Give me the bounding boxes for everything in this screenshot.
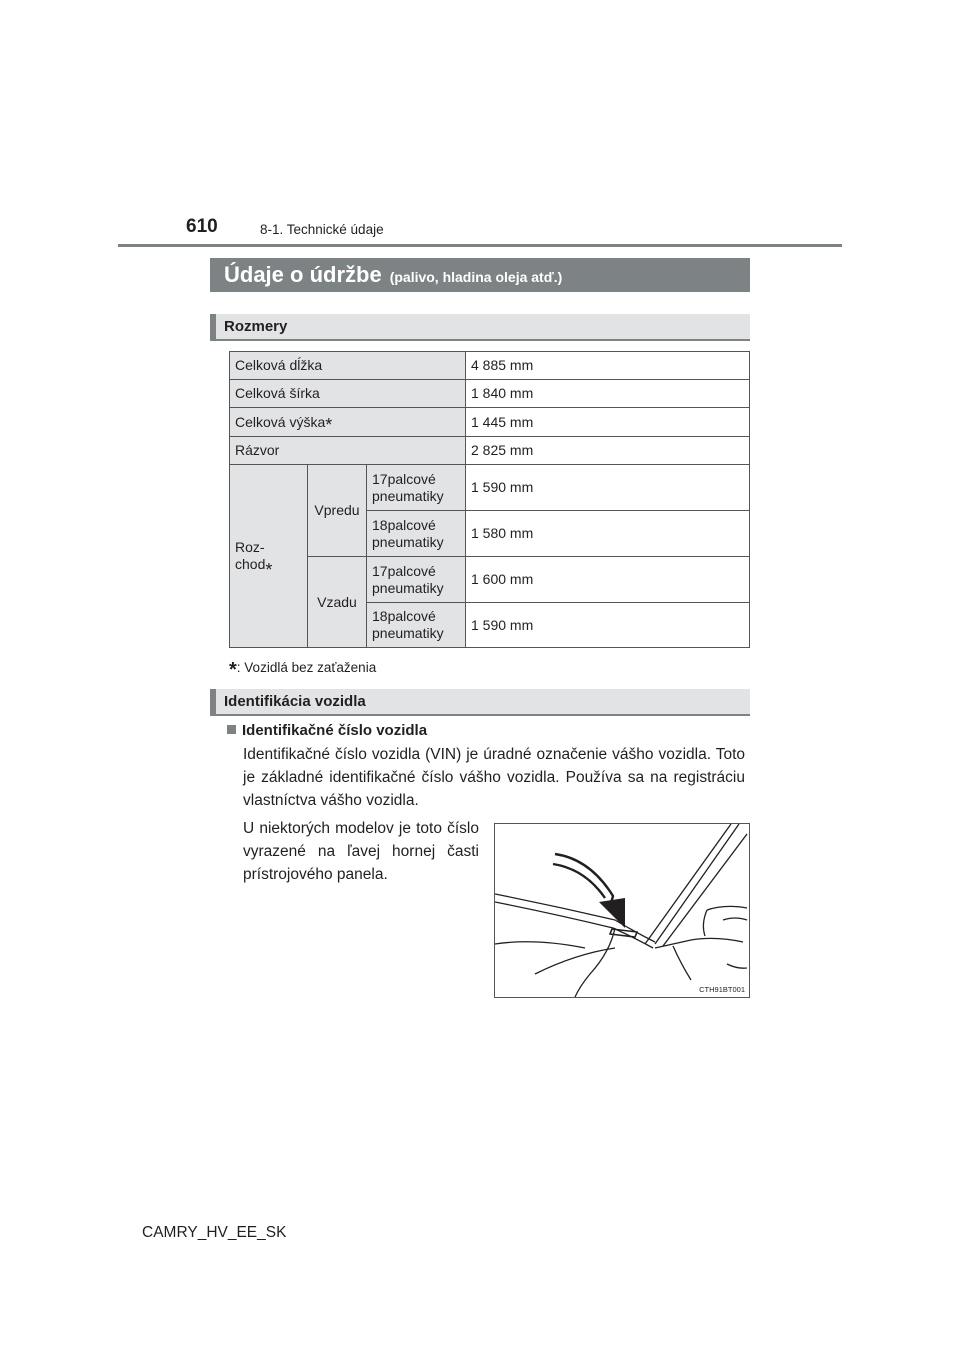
rear-17-value: 1 600 mm [466, 557, 749, 603]
row-length-value: 4 885 mm [466, 352, 749, 380]
title-sub: (palivo, hladina oleja atď.) [389, 269, 563, 285]
track-front-label: Vpredu [308, 465, 367, 557]
footnote [229, 655, 377, 681]
dimensions-table [229, 351, 750, 648]
row-height-label: Celková výška * [230, 408, 466, 437]
track-rear-label: Vzadu [308, 557, 367, 647]
front-18-value: 1 580 mm [466, 511, 749, 557]
section-label: 8-1. Technické údaje [260, 222, 384, 237]
row-wheelbase-label: Rázvor [230, 437, 466, 465]
rear-18-value: 1 590 mm [471, 616, 534, 633]
header-rule [118, 244, 842, 247]
dimensions-heading [210, 314, 750, 341]
rear-17-tire: 17palcové pneumatiky [367, 557, 466, 603]
vin-paragraph: Identifikačné číslo vozidla (VIN) je úradné označenie vášho vozidla. Toto je základné identifikačné číslo vášho vozidla. Používa sa na registráciu vlastníctva vášho vozidla. [243, 746, 745, 809]
page-title [210, 258, 750, 292]
row-wheelbase-value: 2 825 mm [466, 437, 749, 465]
row-width-label: Celková šírka [230, 380, 466, 408]
vin-location-figure [494, 823, 750, 998]
rear-18-tire: 18palcové pneumatiky [367, 603, 466, 647]
bullet-square-icon [227, 725, 236, 734]
row-length-label: Celková dĺžka [230, 352, 466, 380]
dimensions-heading-text: Rozmery [224, 318, 288, 335]
row-width-value: 1 840 mm [466, 380, 749, 408]
identification-heading [210, 689, 750, 716]
vin-location-paragraph: U niektorých modelov je toto číslo vyrazené na ľavej hornej časti prístrojového panela. [243, 820, 479, 883]
front-18-tire: 18palcové pneumatiky [367, 511, 466, 557]
footnote-text: : Vozidlá bez zaťaženia [236, 660, 377, 675]
front-17-tire: 17palcové pneumatiky [367, 465, 466, 511]
row-height-label-text: Celková výška [235, 413, 326, 430]
vin-heading [227, 722, 427, 739]
track-label-text: Roz- chod [235, 539, 266, 572]
row-height-value: 1 445 mm [466, 408, 749, 437]
model-code: CAMRY_HV_EE_SK [142, 1224, 287, 1241]
identification-heading-text: Identifikácia vozidla [224, 693, 366, 710]
front-17-value: 1 590 mm [466, 465, 749, 511]
dashboard-illustration [495, 824, 749, 997]
footnote-star: * [229, 659, 237, 681]
track-label: Roz- chod * [230, 465, 308, 647]
vin-heading-text: Identifikačné číslo vozidla [242, 722, 428, 739]
title-main: Údaje o údržbe [224, 262, 382, 287]
page-number: 610 [186, 216, 218, 237]
figure-code: CTH91BT001 [699, 985, 745, 994]
